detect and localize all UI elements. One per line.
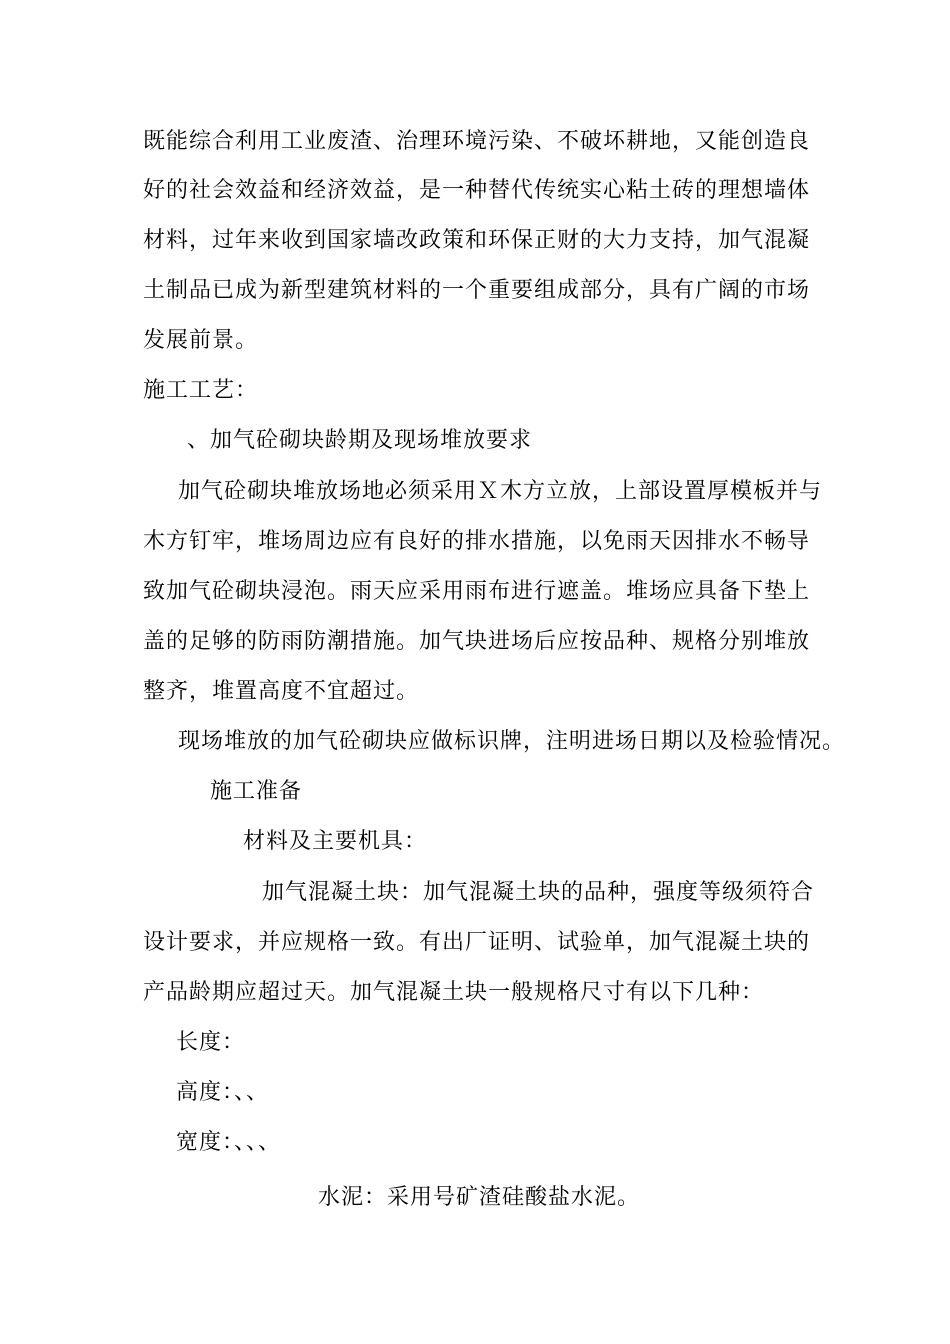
dimension-width: 宽度：、、、 — [176, 1130, 282, 1155]
paragraph-1-line-2: 好的社会效益和经济效益，是一种替代传统实心粘土砖的理想墙体 — [143, 178, 811, 203]
paragraph-4-line-3: 产品龄期应超过天。加气混凝土块一般规格尺寸有以下几种： — [143, 980, 765, 1005]
paragraph-2-line-3: 致加气砼砌块浸泡。雨天应采用雨布进行遮盖。堆场应具备下垫上 — [143, 579, 811, 604]
paragraph-2-line-5: 整齐，堆置高度不宜超过。 — [143, 679, 420, 704]
paragraph-2-line-4: 盖的足够的防雨防潮措施。加气块进场后应按品种、规格分别堆放 — [143, 629, 811, 654]
heading-construction-prep: 施工准备 — [210, 779, 303, 804]
heading-materials-and-equipment: 材料及主要机具： — [243, 829, 428, 854]
paragraph-1-line-4: 土制品已成为新型建筑材料的一个重要组成部分，具有广阔的市场 — [143, 278, 811, 303]
cement-spec: 水泥：采用号矿渣硅酸盐水泥。 — [318, 1185, 641, 1210]
paragraph-4-line-2: 设计要求，并应规格一致。有出厂证明、试验单，加气混凝土块的 — [143, 930, 811, 955]
subheading-age-and-storage: 、加气砼砌块龄期及现场堆放要求 — [187, 428, 533, 453]
paragraph-2-line-2: 木方钉牢，堆场周边应有良好的排水措施，以免雨天因排水不畅导 — [143, 529, 811, 554]
paragraph-3: 现场堆放的加气砼砌块应做标识牌，注明进场日期以及检验情况。 — [178, 729, 846, 754]
heading-construction-process: 施工工艺： — [143, 378, 259, 403]
dimension-height: 高度：、、 — [176, 1080, 270, 1105]
dimension-length: 长度： — [176, 1030, 246, 1055]
paragraph-4-line-1: 加气混凝土块：加气混凝土块的品种，强度等级须符合 — [262, 880, 815, 905]
paragraph-2-line-1: 加气砼砌块堆放场地必须采用Ｘ木方立放，上部设置厚模板并与 — [178, 479, 823, 504]
paragraph-1-line-3: 材料，过年来收到国家墙改政策和环保正财的大力支持，加气混凝 — [143, 228, 811, 253]
paragraph-1-line-5: 发展前景。 — [143, 328, 259, 353]
paragraph-1-line-1: 既能综合利用工业废渣、治理环境污染、不破坏耕地，又能创造良 — [143, 129, 811, 154]
